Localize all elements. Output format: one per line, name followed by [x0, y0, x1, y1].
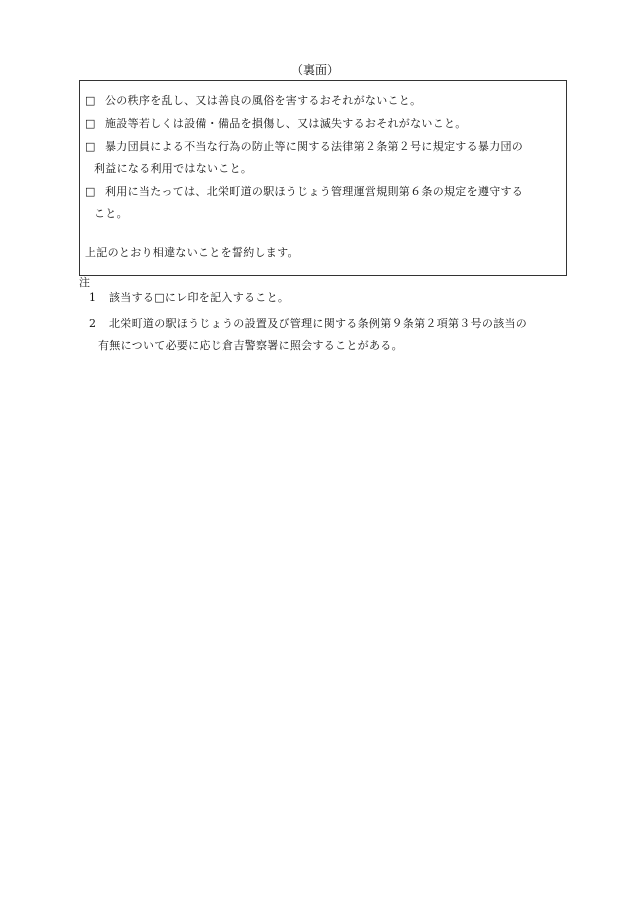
pledge-item-text: 公の秩序を乱し、又は善良の風俗を害するおそれがないこと。 — [105, 94, 422, 107]
checkbox[interactable]: □ — [85, 117, 96, 130]
checkbox[interactable]: □ — [85, 185, 96, 198]
page-heading: （裏面） — [290, 63, 339, 77]
pledge-item-text: 施設等若しくは設備・備品を損傷し、又は滅失するおそれがないこと。 — [105, 117, 467, 130]
pledge-item — [85, 181, 563, 225]
note-text: 北栄町道の駅ほうじょうの設置及び管理に関する条例第９条第２項第３号の該当の — [109, 317, 528, 330]
pledge-item — [85, 113, 563, 135]
note-continuation: 有無について必要に応じ倉吉警察署に照会することがある。 — [98, 339, 403, 352]
pledge-item-continuation: こと。 — [94, 207, 128, 220]
checkbox[interactable]: □ — [85, 140, 96, 153]
note-item — [89, 287, 569, 309]
notes-heading: 注 — [79, 276, 90, 289]
checkbox[interactable]: □ — [85, 94, 96, 107]
note-text: 該当する□にレ印を記入すること。 — [109, 291, 290, 304]
pledge-item-text: 暴力団員による不当な行為の防止等に関する法律第２条第２号に規定する暴力団の — [105, 140, 524, 153]
pledge-item — [85, 90, 563, 112]
pledge-box — [79, 80, 567, 276]
pledge-item — [85, 136, 563, 180]
note-number: 1 — [89, 291, 97, 304]
pledge-item-continuation: 利益になる利用ではないこと。 — [94, 162, 253, 175]
note-item — [89, 313, 569, 357]
note-number: 2 — [89, 317, 97, 330]
pledge-item-text: 利用に当たっては、北栄町道の駅ほうじょう管理運営規則第６条の規定を遵守する — [105, 185, 524, 198]
pledge-statement: 上記のとおり相違ないことを誓約します。 — [85, 246, 299, 259]
